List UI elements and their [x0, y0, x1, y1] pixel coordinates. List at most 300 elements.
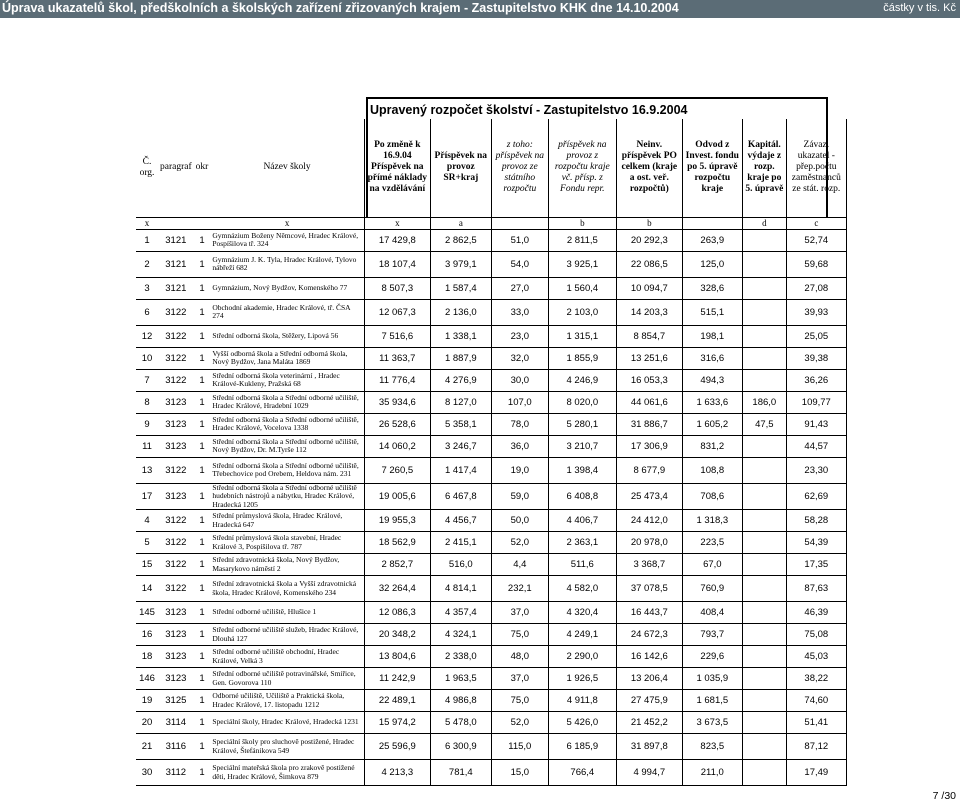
value-cell [742, 532, 786, 554]
col-nazev: Název školy [263, 162, 311, 173]
value-cell: 62,69 [786, 483, 846, 510]
value-cell: 78,0 [491, 413, 548, 435]
value-cell [742, 690, 786, 712]
value-cell: 4 986,8 [430, 690, 491, 712]
org-cell: 12 [136, 325, 158, 347]
value-cell: 15,0 [491, 760, 548, 786]
value-cell [742, 510, 786, 532]
okr-cell: 1 [194, 391, 211, 413]
value-cell: 16 443,7 [616, 602, 682, 624]
table-row [136, 760, 846, 786]
value-cell: 1 315,1 [548, 325, 616, 347]
org-cell: 13 [136, 457, 158, 483]
value-cell: 52,74 [786, 229, 846, 251]
value-cell: 30,0 [491, 369, 548, 391]
value-cell: 22 489,1 [364, 690, 430, 712]
value-cell: 3 673,5 [682, 712, 742, 734]
value-cell: 24 672,3 [616, 624, 682, 646]
value-cell: 186,0 [742, 391, 786, 413]
school-name-cell: Gymnázium J. K. Tyla, Hradec Králové, Tylovo nábřeží 682 [210, 251, 364, 277]
okr-cell: 1 [194, 325, 211, 347]
value-cell: 11 363,7 [364, 347, 430, 369]
value-cell: 1 605,2 [682, 413, 742, 435]
okr-cell: 1 [194, 668, 211, 690]
value-cell: 20 348,2 [364, 624, 430, 646]
value-cell: 6 467,8 [430, 483, 491, 510]
window-title-bar [0, 0, 960, 18]
value-cell: 8 677,9 [616, 457, 682, 483]
school-name-cell: Střední odborná škola a Střední odborné učiliště, Třebechovice pod Orebem, Heldova nám. 231 [210, 457, 364, 483]
code-cell: b [616, 217, 682, 229]
value-cell: 107,0 [491, 391, 548, 413]
paragraf-cell: 3116 [158, 734, 194, 760]
paragraf-cell: 3123 [158, 602, 194, 624]
value-cell: 33,0 [491, 299, 548, 325]
paragraf-cell: 3122 [158, 457, 194, 483]
value-cell: 766,4 [548, 760, 616, 786]
col-z-toho: z toho: příspěvek na provoz ze státního rozpočtu [491, 119, 548, 217]
value-cell: 1 633,6 [682, 391, 742, 413]
table-row [136, 251, 846, 277]
paragraf-cell: 3123 [158, 646, 194, 668]
value-cell: 37,0 [491, 668, 548, 690]
col-prispevek: Příspěvek na provoz SR+kraj [430, 119, 491, 217]
value-cell: 36,0 [491, 435, 548, 457]
value-cell: 831,2 [682, 435, 742, 457]
okr-cell: 1 [194, 483, 211, 510]
value-cell: 1 681,5 [682, 690, 742, 712]
col-neinv: Neinv. příspěvek PO celkem (kraje a ost. veř. rozpočtů) [616, 119, 682, 217]
value-cell: 35 934,6 [364, 391, 430, 413]
table-row [136, 510, 846, 532]
org-cell: 30 [136, 760, 158, 786]
value-cell: 25 473,4 [616, 483, 682, 510]
value-cell: 36,26 [786, 369, 846, 391]
table-row [136, 413, 846, 435]
value-cell: 37,0 [491, 602, 548, 624]
value-cell [742, 576, 786, 602]
code-cell: x [364, 217, 430, 229]
school-name-cell: Střední odborné učiliště obchodní, Hradec Králové, Velká 3 [210, 646, 364, 668]
value-cell: 75,08 [786, 624, 846, 646]
value-cell: 19 955,3 [364, 510, 430, 532]
value-cell: 515,1 [682, 299, 742, 325]
col-zavaz: Závaz. ukazatel - přep.počtu zaměstnanců ze stát. rozp. [786, 119, 846, 217]
value-cell: 32,0 [491, 347, 548, 369]
value-cell: 20 292,3 [616, 229, 682, 251]
value-cell: 2 852,7 [364, 554, 430, 576]
okr-cell: 1 [194, 229, 211, 251]
value-cell: 25 596,9 [364, 734, 430, 760]
code-cell: d [742, 217, 786, 229]
value-cell: 1 587,4 [430, 277, 491, 299]
value-cell: 1 855,9 [548, 347, 616, 369]
value-cell: 38,22 [786, 668, 846, 690]
school-name-cell: Střední odborné učiliště, Hlušice 1 [210, 602, 364, 624]
value-cell: 4 456,7 [430, 510, 491, 532]
code-cell: a [430, 217, 491, 229]
org-cell: 6 [136, 299, 158, 325]
value-cell [742, 624, 786, 646]
value-cell: 708,6 [682, 483, 742, 510]
school-name-cell: Střední průmyslová škola, Hradec Králové, Hradecká 647 [210, 510, 364, 532]
value-cell: 24 412,0 [616, 510, 682, 532]
value-cell: 2 290,0 [548, 646, 616, 668]
value-cell: 8 020,0 [548, 391, 616, 413]
paragraf-cell: 3122 [158, 510, 194, 532]
col-prispevek-provoz: příspěvek na provoz z rozpočtu kraje vč. přísp. z Fondu repr. [548, 119, 616, 217]
okr-cell: 1 [194, 624, 211, 646]
okr-cell: 1 [194, 646, 211, 668]
school-name-cell: Střední průmyslová škola stavební, Hradec Králové 3, Pospíšilova tř. 787 [210, 532, 364, 554]
table-row [136, 229, 846, 251]
value-cell: 4 249,1 [548, 624, 616, 646]
school-name-cell: Gymnázium, Nový Bydžov, Komenského 77 [210, 277, 364, 299]
value-cell: 13 206,4 [616, 668, 682, 690]
paragraf-cell: 3122 [158, 299, 194, 325]
value-cell: 4 814,1 [430, 576, 491, 602]
paragraf-cell: 3122 [158, 554, 194, 576]
paragraf-cell: 3123 [158, 624, 194, 646]
table-row [136, 668, 846, 690]
value-cell [742, 734, 786, 760]
okr-cell: 1 [194, 435, 211, 457]
table-row [136, 646, 846, 668]
table-row [136, 457, 846, 483]
col-paragraf: paragraf [160, 162, 192, 173]
column-header-row [136, 119, 846, 217]
value-cell: 75,0 [491, 624, 548, 646]
value-cell [742, 668, 786, 690]
org-cell: 19 [136, 690, 158, 712]
school-name-cell: Vyšší odborná škola a Střední odborná škola, Nový Bydžov, Jana Maláta 1869 [210, 347, 364, 369]
table-row [136, 435, 846, 457]
value-cell: 3 925,1 [548, 251, 616, 277]
value-cell: 26 528,6 [364, 413, 430, 435]
value-cell: 760,9 [682, 576, 742, 602]
value-cell: 54,0 [491, 251, 548, 277]
okr-cell: 1 [194, 251, 211, 277]
currency-note: částky v tis. Kč [883, 2, 956, 14]
school-name-cell: Střední zdravotnická škola a Vyšší zdravotnická škola, Hradec Králové, Komenského 234 [210, 576, 364, 602]
table-row [136, 277, 846, 299]
okr-cell: 1 [194, 712, 211, 734]
school-name-cell: Speciální školy, Hradec Králové, Hradecká 1231 [210, 712, 364, 734]
value-cell [742, 347, 786, 369]
value-cell: 229,6 [682, 646, 742, 668]
okr-cell: 1 [194, 532, 211, 554]
value-cell: 6 408,8 [548, 483, 616, 510]
value-cell: 46,39 [786, 602, 846, 624]
value-cell: 3 979,1 [430, 251, 491, 277]
col-okr: okr [195, 162, 209, 173]
okr-cell: 1 [194, 576, 211, 602]
value-cell: 5 478,0 [430, 712, 491, 734]
value-cell: 37 078,5 [616, 576, 682, 602]
value-cell: 263,9 [682, 229, 742, 251]
okr-cell: 1 [194, 734, 211, 760]
org-cell: 18 [136, 646, 158, 668]
org-cell: 146 [136, 668, 158, 690]
value-cell: 8 854,7 [616, 325, 682, 347]
value-cell: 44 061,6 [616, 391, 682, 413]
school-name-cell: Střední odborná škola a Střední odborné učiliště hudebních nástrojů a nábytku, Hradec Králové, Hradecká 1205 [210, 483, 364, 510]
value-cell: 4 276,9 [430, 369, 491, 391]
value-cell: 17 429,8 [364, 229, 430, 251]
value-cell [742, 251, 786, 277]
value-cell: 10 094,7 [616, 277, 682, 299]
code-cell: x [210, 217, 364, 229]
value-cell: 1 035,9 [682, 668, 742, 690]
value-cell: 3 246,7 [430, 435, 491, 457]
school-name-cell: Střední odborná škola, Stěžery, Lipová 56 [210, 325, 364, 347]
value-cell: 52,0 [491, 712, 548, 734]
value-cell [742, 299, 786, 325]
value-cell: 50,0 [491, 510, 548, 532]
value-cell: 223,5 [682, 532, 742, 554]
org-cell: 7 [136, 369, 158, 391]
page-number: 7 /30 [932, 790, 956, 802]
value-cell: 47,5 [742, 413, 786, 435]
value-cell: 51,0 [491, 229, 548, 251]
value-cell: 14 203,3 [616, 299, 682, 325]
value-cell: 23,30 [786, 457, 846, 483]
value-cell: 4 582,0 [548, 576, 616, 602]
paragraf-cell: 3123 [158, 391, 194, 413]
value-cell: 408,4 [682, 602, 742, 624]
budget-table [136, 119, 847, 786]
school-name-cell: Speciální mateřská škola pro zrakově postižené děti, Hradec Králové, Šimkova 879 [210, 760, 364, 786]
value-cell: 91,43 [786, 413, 846, 435]
org-cell: 10 [136, 347, 158, 369]
paragraf-cell: 3121 [158, 277, 194, 299]
org-cell: 11 [136, 435, 158, 457]
school-name-cell: Střední odborná škola veterinární , Hradec Králové-Kukleny, Pražská 68 [210, 369, 364, 391]
value-cell: 20 978,0 [616, 532, 682, 554]
value-cell: 59,68 [786, 251, 846, 277]
value-cell: 45,03 [786, 646, 846, 668]
value-cell: 11 242,9 [364, 668, 430, 690]
value-cell: 125,0 [682, 251, 742, 277]
value-cell: 198,1 [682, 325, 742, 347]
org-cell: 17 [136, 483, 158, 510]
paragraf-cell: 3123 [158, 668, 194, 690]
value-cell: 25,05 [786, 325, 846, 347]
value-cell: 27,08 [786, 277, 846, 299]
value-cell: 5 358,1 [430, 413, 491, 435]
code-cell: c [786, 217, 846, 229]
value-cell: 3 368,7 [616, 554, 682, 576]
org-cell: 1 [136, 229, 158, 251]
school-name-cell: Gymnázium Boženy Němcové, Hradec Králové, Pospíšilova tř. 324 [210, 229, 364, 251]
paragraf-cell: 3122 [158, 576, 194, 602]
value-cell: 87,12 [786, 734, 846, 760]
value-cell: 4 324,1 [430, 624, 491, 646]
value-cell: 115,0 [491, 734, 548, 760]
value-cell: 2 103,0 [548, 299, 616, 325]
table-row [136, 369, 846, 391]
value-cell: 22 086,5 [616, 251, 682, 277]
value-cell: 6 300,9 [430, 734, 491, 760]
paragraf-cell: 3122 [158, 347, 194, 369]
value-cell: 31 886,7 [616, 413, 682, 435]
value-cell: 4 246,9 [548, 369, 616, 391]
value-cell: 74,60 [786, 690, 846, 712]
budget-caption: Upravený rozpočet školství - Zastupitelstvo 16.9.2004 [370, 103, 688, 117]
value-cell: 1 926,5 [548, 668, 616, 690]
value-cell: 52,0 [491, 532, 548, 554]
org-cell: 14 [136, 576, 158, 602]
value-cell: 44,57 [786, 435, 846, 457]
value-cell: 8 507,3 [364, 277, 430, 299]
value-cell [742, 457, 786, 483]
table-row [136, 483, 846, 510]
value-cell: 75,0 [491, 690, 548, 712]
school-name-cell: Speciální školy pro sluchově postižené, Hradec Králové, Štefánikova 549 [210, 734, 364, 760]
paragraf-cell: 3123 [158, 483, 194, 510]
value-cell: 12 086,3 [364, 602, 430, 624]
value-cell: 2 136,0 [430, 299, 491, 325]
org-cell: 4 [136, 510, 158, 532]
value-cell: 4 994,7 [616, 760, 682, 786]
value-cell: 1 887,9 [430, 347, 491, 369]
value-cell: 67,0 [682, 554, 742, 576]
value-cell: 23,0 [491, 325, 548, 347]
value-cell: 19 005,6 [364, 483, 430, 510]
col-c-org: Č. org. [139, 156, 155, 178]
school-name-cell: Střední odborné učiliště služeb, Hradec Králové, Dlouhá 127 [210, 624, 364, 646]
value-cell: 31 897,8 [616, 734, 682, 760]
value-cell: 18 107,4 [364, 251, 430, 277]
value-cell: 793,7 [682, 624, 742, 646]
value-cell: 51,41 [786, 712, 846, 734]
value-cell: 5 426,0 [548, 712, 616, 734]
school-name-cell: Střední odborná škola a Střední odborné učiliště, Nový Bydžov, Dr. M.Tyrše 112 [210, 435, 364, 457]
school-name-cell: Obchodní akademie, Hradec Králové, tř. ČSA 274 [210, 299, 364, 325]
org-cell: 9 [136, 413, 158, 435]
value-cell [742, 483, 786, 510]
table-row [136, 554, 846, 576]
value-cell: 27 475,9 [616, 690, 682, 712]
paragraf-cell: 3123 [158, 413, 194, 435]
okr-cell: 1 [194, 602, 211, 624]
value-cell: 211,0 [682, 760, 742, 786]
table-row [136, 734, 846, 760]
value-cell [742, 602, 786, 624]
table-row [136, 325, 846, 347]
value-cell: 15 974,2 [364, 712, 430, 734]
value-cell: 32 264,4 [364, 576, 430, 602]
value-cell: 13 804,6 [364, 646, 430, 668]
value-cell: 21 452,2 [616, 712, 682, 734]
value-cell: 108,8 [682, 457, 742, 483]
value-cell: 16 142,6 [616, 646, 682, 668]
value-cell: 823,5 [682, 734, 742, 760]
school-name-cell: Střední odborná škola a Střední odborné učiliště, Hradec Králové, Hradební 1029 [210, 391, 364, 413]
value-cell [742, 325, 786, 347]
col-po-zmene: Po změně k 16.9.04 Příspěvek na přímé náklady na vzdělávání [364, 119, 430, 217]
value-cell: 516,0 [430, 554, 491, 576]
code-cell: b [548, 217, 616, 229]
value-cell: 1 398,4 [548, 457, 616, 483]
value-cell: 48,0 [491, 646, 548, 668]
value-cell: 2 415,1 [430, 532, 491, 554]
value-cell: 494,3 [682, 369, 742, 391]
value-cell: 1 318,3 [682, 510, 742, 532]
table-row [136, 602, 846, 624]
value-cell [742, 646, 786, 668]
value-cell: 16 053,3 [616, 369, 682, 391]
paragraf-cell: 3125 [158, 690, 194, 712]
value-cell: 11 776,4 [364, 369, 430, 391]
value-cell: 59,0 [491, 483, 548, 510]
value-cell: 4 213,3 [364, 760, 430, 786]
paragraf-cell: 3122 [158, 369, 194, 391]
paragraf-cell: 3122 [158, 325, 194, 347]
paragraf-cell: 3122 [158, 532, 194, 554]
okr-cell: 1 [194, 277, 211, 299]
col-kapital: Kapitál. výdaje z rozp. kraje po 5. úpravě [742, 119, 786, 217]
org-cell: 8 [136, 391, 158, 413]
okr-cell: 1 [194, 760, 211, 786]
value-cell: 1 417,4 [430, 457, 491, 483]
value-cell: 13 251,6 [616, 347, 682, 369]
org-cell: 15 [136, 554, 158, 576]
column-code-row [136, 217, 846, 229]
value-cell [742, 369, 786, 391]
okr-cell: 1 [194, 554, 211, 576]
value-cell: 4 357,4 [430, 602, 491, 624]
value-cell: 781,4 [430, 760, 491, 786]
table-row [136, 624, 846, 646]
org-cell: 3 [136, 277, 158, 299]
paragraf-cell: 3121 [158, 251, 194, 277]
okr-cell: 1 [194, 690, 211, 712]
value-cell: 27,0 [491, 277, 548, 299]
value-cell: 17,49 [786, 760, 846, 786]
value-cell [742, 712, 786, 734]
org-cell: 145 [136, 602, 158, 624]
paragraf-cell: 3112 [158, 760, 194, 786]
value-cell: 109,77 [786, 391, 846, 413]
value-cell: 1 560,4 [548, 277, 616, 299]
value-cell: 4,4 [491, 554, 548, 576]
value-cell: 6 185,9 [548, 734, 616, 760]
value-cell: 7 260,5 [364, 457, 430, 483]
value-cell: 87,63 [786, 576, 846, 602]
okr-cell: 1 [194, 457, 211, 483]
value-cell [742, 277, 786, 299]
value-cell [742, 229, 786, 251]
org-cell: 20 [136, 712, 158, 734]
okr-cell: 1 [194, 299, 211, 325]
okr-cell: 1 [194, 347, 211, 369]
school-name-cell: Střední odborná škola a Střední odborné učiliště, Hradec Králové, Vocelova 1338 [210, 413, 364, 435]
okr-cell: 1 [194, 413, 211, 435]
value-cell [742, 435, 786, 457]
value-cell: 17 306,9 [616, 435, 682, 457]
value-cell: 14 060,2 [364, 435, 430, 457]
value-cell: 8 127,0 [430, 391, 491, 413]
org-cell: 2 [136, 251, 158, 277]
okr-cell: 1 [194, 369, 211, 391]
value-cell: 39,38 [786, 347, 846, 369]
value-cell: 328,6 [682, 277, 742, 299]
value-cell: 316,6 [682, 347, 742, 369]
school-name-cell: Odborné učiliště, Učiliště a Praktická škola, Hradec Králové, 17. listopadu 1212 [210, 690, 364, 712]
value-cell: 4 320,4 [548, 602, 616, 624]
value-cell: 39,93 [786, 299, 846, 325]
